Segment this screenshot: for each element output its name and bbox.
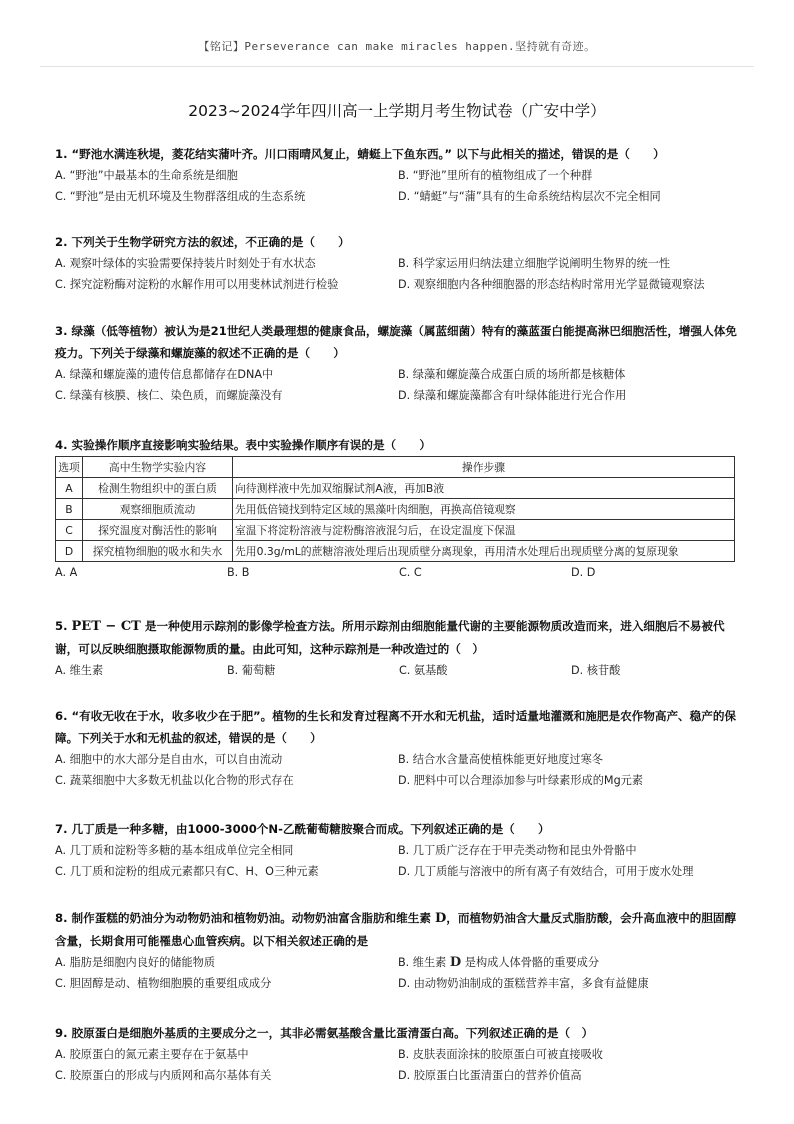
- option-c[interactable]: C. 绿藻有核膜、核仁、染色质，而螺旋藻没有: [55, 389, 283, 402]
- option-c[interactable]: C. 胶原蛋白的形成与内质网和高尔基体有关: [55, 1069, 272, 1082]
- options-grid: [55, 562, 745, 583]
- table-cell: B: [56, 499, 83, 520]
- question-stem: 1. “野池水满连秋堤，菱花结实蒲叶齐。川口雨晴风复止，蜻蜓上下鱼东西。” 以下与此相关的描述，错误的是（ ）: [55, 147, 665, 161]
- option-a[interactable]: A. 胶原蛋白的氮元素主要存在于氨基中: [55, 1048, 249, 1061]
- option-d[interactable]: D. “蜻蜓”与“蒲”具有的生命系统结构层次不完全相同: [398, 190, 661, 203]
- option-b[interactable]: B. “野池”里所有的植物组成了一个种群: [398, 169, 593, 182]
- header-divider: [40, 66, 754, 67]
- option-a[interactable]: A. 绿藻和螺旋藻的遗传信息都储存在DNA中: [55, 368, 274, 381]
- question-5: [55, 615, 745, 681]
- question-stem: 6. “有收无收在于水，收多收少在于肥”。植物的生长和发育过程离不开水和无机盐，适时适量地灌溉和施肥是农作物高产、稳产的保障。下列关于水和无机盐的叙述，错误的是（ ）: [55, 709, 737, 745]
- table-cell: 向待测样液中先加双缩脲试剂A液，再加B液: [233, 478, 735, 499]
- option-d[interactable]: D. 肥料中可以合理添加参与叶绿素形成的Mg元素: [398, 774, 644, 787]
- options-grid: [55, 253, 745, 295]
- option-b[interactable]: B. 结合水含量高使植株能更好地度过寒冬: [398, 753, 603, 766]
- option-b[interactable]: B. 葡萄糖: [227, 664, 276, 677]
- option-a[interactable]: A. A: [55, 566, 78, 579]
- option-d[interactable]: D. 几丁质能与溶液中的所有离子有效结合，可用于废水处理: [398, 865, 694, 878]
- option-d[interactable]: D. 由动物奶油制成的蛋糕营养丰富，多食有益健康: [398, 977, 649, 990]
- option-b[interactable]: B. 绿藻和螺旋藻合成蛋白质的场所都是核糖体: [398, 368, 626, 381]
- table-row: [56, 478, 735, 499]
- question-6: [55, 705, 745, 791]
- option-d[interactable]: D. D: [571, 566, 596, 579]
- question-text: 是一种使用示踪剂的影像学检查方法。所用示踪剂由细胞能量代谢的主要能源物质改造而来，进入细胞后不易被代谢，可以反映细胞摄取能源物质的量。由此可知，这种示踪剂是一种改造过的（ ）: [55, 619, 725, 656]
- options-grid: [55, 364, 745, 406]
- question-stem: 7. 几丁质是一种多糖，由1000-3000个N-乙酰葡萄糖胺聚合而成。下列叙述正确的是（ ）: [55, 822, 550, 836]
- options-grid: [55, 1044, 745, 1086]
- math-term: PET − CT: [71, 619, 141, 634]
- table-cell: C: [56, 520, 83, 541]
- question-4: [55, 434, 745, 583]
- table-header: 选项: [56, 457, 83, 478]
- options-grid: [55, 840, 745, 882]
- option-c[interactable]: C. 几丁质和淀粉的组成元素都只有C、H、O三种元素: [55, 865, 319, 878]
- question-9: [55, 1022, 745, 1086]
- option-c[interactable]: C. C: [399, 566, 422, 579]
- question-7: [55, 818, 745, 882]
- option-c[interactable]: C. “野池”是由无机环境及生物群落组成的生态系统: [55, 190, 306, 203]
- question-1: [55, 143, 745, 207]
- option-a[interactable]: A. 维生素: [55, 664, 104, 677]
- options-grid: [55, 660, 745, 681]
- question-8: [55, 907, 745, 994]
- option-a[interactable]: A. “野池”中最基本的生命系统是细胞: [55, 169, 238, 182]
- table-row: [56, 520, 735, 541]
- table-cell: 检测生物组织中的蛋白质: [83, 478, 233, 499]
- option-c[interactable]: C. 胆固醇是动、植物细胞膜的重要组成成分: [55, 977, 272, 990]
- option-b[interactable]: B. 科学家运用归纳法建立细胞学说阐明生物界的统一性: [398, 257, 671, 270]
- table-cell: 室温下将淀粉溶液与淀粉酶溶液混匀后，在设定温度下保温: [233, 520, 735, 541]
- question-stem: [55, 615, 745, 660]
- option-d[interactable]: D. 观察细胞内各种细胞器的形态结构时常用光学显微镜观察法: [398, 278, 705, 291]
- table-header: 高中生物学实验内容: [83, 457, 233, 478]
- option-d[interactable]: D. 胶原蛋白比蛋清蛋白的营养价值高: [398, 1069, 582, 1082]
- table-row: [56, 541, 735, 562]
- table-cell: 探究植物细胞的吸水和失水: [83, 541, 233, 562]
- table-cell: 先用低倍镜找到特定区域的黑藻叶肉细胞，再换高倍镜观察: [233, 499, 735, 520]
- option-a[interactable]: A. 细胞中的水大部分是自由水，可以自由流动: [55, 753, 283, 766]
- option-c[interactable]: C. 蔬菜细胞中大多数无机盐以化合物的形式存在: [55, 774, 294, 787]
- option-text: 是构成人体骨骼的重要成分: [464, 956, 600, 969]
- question-stem: [55, 907, 745, 952]
- option-b[interactable]: B. B: [227, 566, 250, 579]
- experiment-table: [55, 456, 735, 562]
- table-row: [56, 499, 735, 520]
- question-number: 8.: [55, 911, 72, 925]
- option-b[interactable]: B. 皮肤表面涂抹的胶原蛋白可被直接吸收: [398, 1048, 603, 1061]
- math-term: D: [434, 911, 447, 926]
- option-a[interactable]: A. 几丁质和淀粉等多糖的基本组成单位完全相同: [55, 844, 294, 857]
- table-cell: 探究温度对酶活性的影响: [83, 520, 233, 541]
- question-stem: 2. 下列关于生物学研究方法的叙述，不正确的是（ ）: [55, 235, 350, 249]
- question-2: [55, 231, 745, 295]
- option-a[interactable]: A. 脂肪是细胞内良好的储能物质: [55, 956, 216, 969]
- question-text: ，而植物奶油含大量反式脂肪酸，会升高血液中的胆固醇含量，长期食用可能罹患心血管疾病。以下相关叙述正确的是: [55, 911, 737, 948]
- option-b[interactable]: B. 几丁质广泛存在于甲壳类动物和昆虫外骨骼中: [398, 844, 637, 857]
- options-grid: [55, 749, 745, 791]
- option-c[interactable]: C. 氨基酸: [399, 664, 448, 677]
- option-label: B. 维生素: [398, 956, 447, 969]
- table-cell: 观察细胞质流动: [83, 499, 233, 520]
- options-grid: [55, 952, 745, 994]
- table-header: 操作步骤: [233, 457, 735, 478]
- table-cell: 先用0.3g/mL的蔗糖溶液处理后出现质壁分离现象，再用清水处理后出现质壁分离的复原现象: [233, 541, 735, 562]
- option-c[interactable]: C. 探究淀粉酶对淀粉的水解作用可以用斐林试剂进行检验: [55, 278, 339, 291]
- table-cell: A: [56, 478, 83, 499]
- header-motto: 【铭记】Perseverance can make miracles happen.坚持就有奇迹。: [198, 40, 596, 53]
- table-cell: D: [56, 541, 83, 562]
- question-number: 5.: [55, 619, 72, 633]
- question-stem: 4. 实验操作顺序直接影响实验结果。表中实验操作顺序有误的是（ ）: [55, 438, 431, 452]
- option-d[interactable]: D. 核苷酸: [571, 664, 621, 677]
- page-title: 2023~2024学年四川高一上学期月考生物试卷（广安中学）: [188, 102, 606, 120]
- options-grid: [55, 165, 745, 207]
- question-text: 制作蛋糕的奶油分为动物奶油和植物奶油。动物奶油富含脂肪和维生素: [71, 911, 435, 925]
- question-stem: 9. 胶原蛋白是细胞外基质的主要成分之一，其非必需氨基酸含量比蛋清蛋白高。下列叙述正确的是（ ）: [55, 1026, 594, 1040]
- question-stem: 3. 绿藻（低等植物）被认为是21世纪人类最理想的健康食品，螺旋藻（属蓝细菌）特有的藻蓝蛋白能提高淋巴细胞活性，增强人体免疫力。下列关于绿藻和螺旋藻的叙述不正确的是（ ）: [55, 324, 737, 360]
- option-a[interactable]: A. 观察叶绿体的实验需要保持装片时刻处于有水状态: [55, 257, 316, 270]
- question-3: [55, 320, 745, 406]
- math-term: D: [449, 955, 462, 970]
- table-header-row: [56, 457, 735, 478]
- option-d[interactable]: D. 绿藻和螺旋藻都含有叶绿体能进行光合作用: [398, 389, 627, 402]
- option-b[interactable]: [398, 952, 741, 973]
